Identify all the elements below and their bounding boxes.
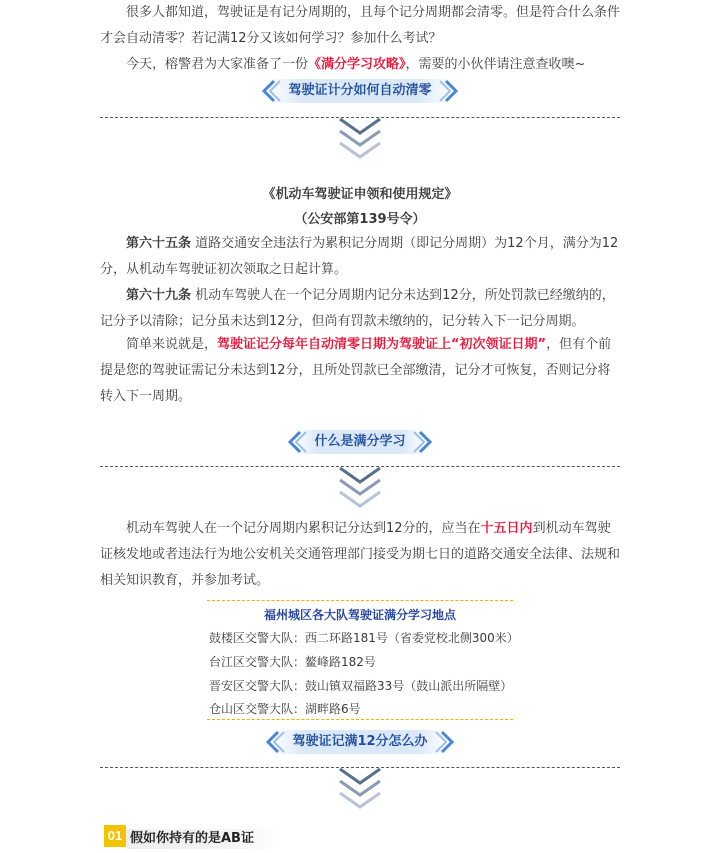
banner-title: 驾驶证记满12分怎么办	[292, 734, 428, 749]
fifteen-days-highlight: 十五日内	[480, 521, 533, 536]
regulation-subtitle: （公安部第139号令）	[294, 212, 426, 227]
down-arrows-icon	[336, 464, 384, 510]
article-65-text: 道路交通安全违法行为累积记分周期（即记分周期）为12个月，满分为12分，从机动车驾驶证初次领取之日起计算。	[100, 236, 619, 277]
location-cangshan: 仓山区交警大队：湖畔路6号	[209, 702, 361, 716]
location-gulou: 鼓楼区交警大队：西二环路181号（省委党校北侧300米）	[209, 631, 519, 645]
fullscore-paragraph	[100, 516, 620, 594]
fullscore-post: 到机动车驾驶证核发地或者违法行为地公安机关交通管理部门接受为期七日的道路交通安全法律、法规和相关知识教育，并参加考试。	[100, 521, 621, 588]
summary-highlight: 驾驶证记分每年自动清零日期为驾驶证上“初次领证日期”	[217, 337, 547, 352]
intro-text-end: ，需要的小伙伴请注意查收噢~	[405, 57, 586, 72]
chevron-left-icon	[260, 79, 284, 103]
chevron-right-icon	[432, 730, 456, 754]
banner-title: 驾驶证计分如何自动清零	[288, 83, 432, 98]
intro-text: 今天，榕警君为大家准备了一份	[126, 57, 309, 72]
locations-box	[207, 600, 519, 720]
section-title: 假如你持有的是AB证	[126, 829, 280, 849]
summary-post: ，但有个前提是您的驾驶证需记分未达到12分，且所处罚款已全部缴清，记分才可恢复，否则记分将转入下一周期。	[100, 337, 612, 404]
banner-label-wrap	[268, 79, 451, 103]
article-65-label: 第六十五条	[126, 236, 192, 251]
location-jinan: 晋安区交警大队：鼓山镇双福路33号（鼓山派出所隔壁）	[209, 679, 513, 693]
section-number-badge: 01	[104, 825, 126, 847]
banner-label-wrap	[294, 430, 425, 454]
locations-title: 福州城区各大队驾驶证满分学习地点	[263, 608, 456, 622]
chevron-right-icon	[436, 79, 460, 103]
article-69	[100, 283, 620, 335]
fullscore-pre: 机动车驾驶人在一个记分周期内累积记分达到12分的，应当在	[126, 521, 481, 536]
down-arrows-icon	[336, 765, 384, 811]
section-banner-full-score	[0, 427, 720, 457]
chevron-right-icon	[410, 430, 434, 454]
down-arrows-icon	[336, 115, 384, 161]
regulation-title: 《机动车驾驶证申领和使用规定》	[262, 187, 458, 202]
section-banner-12-points	[0, 727, 720, 757]
summary-paragraph	[100, 332, 620, 410]
strategy-highlight: 《满分学习攻略》	[308, 57, 406, 72]
banner-title: 什么是满分学习	[314, 434, 406, 449]
article-69-label: 第六十九条	[126, 288, 192, 303]
article-65	[100, 231, 620, 283]
article-69-text: 机动车驾驶人在一个记分周期内记分未达到12分，所处罚款已经缴纳的，记分予以清除；记分虽未达到12分，但尚有罚款未缴纳的，记分转入下一记分周期。	[100, 288, 615, 329]
summary-pre: 简单来说就是，	[126, 337, 218, 352]
banner-label-wrap	[272, 730, 447, 754]
chevron-left-icon	[264, 730, 288, 754]
section-banner-auto-clear	[0, 76, 720, 106]
intro-paragraph-2	[100, 52, 620, 78]
location-taijiang: 台江区交警大队：鳌峰路182号	[209, 655, 376, 669]
chevron-left-icon	[286, 430, 310, 454]
intro-paragraph: 很多人都知道，驾驶证是有记分周期的，且每个记分周期都会清零。但是符合什么条件才会自动清零？若记满12分又该如何学习？参加什么考试？	[100, 5, 621, 46]
